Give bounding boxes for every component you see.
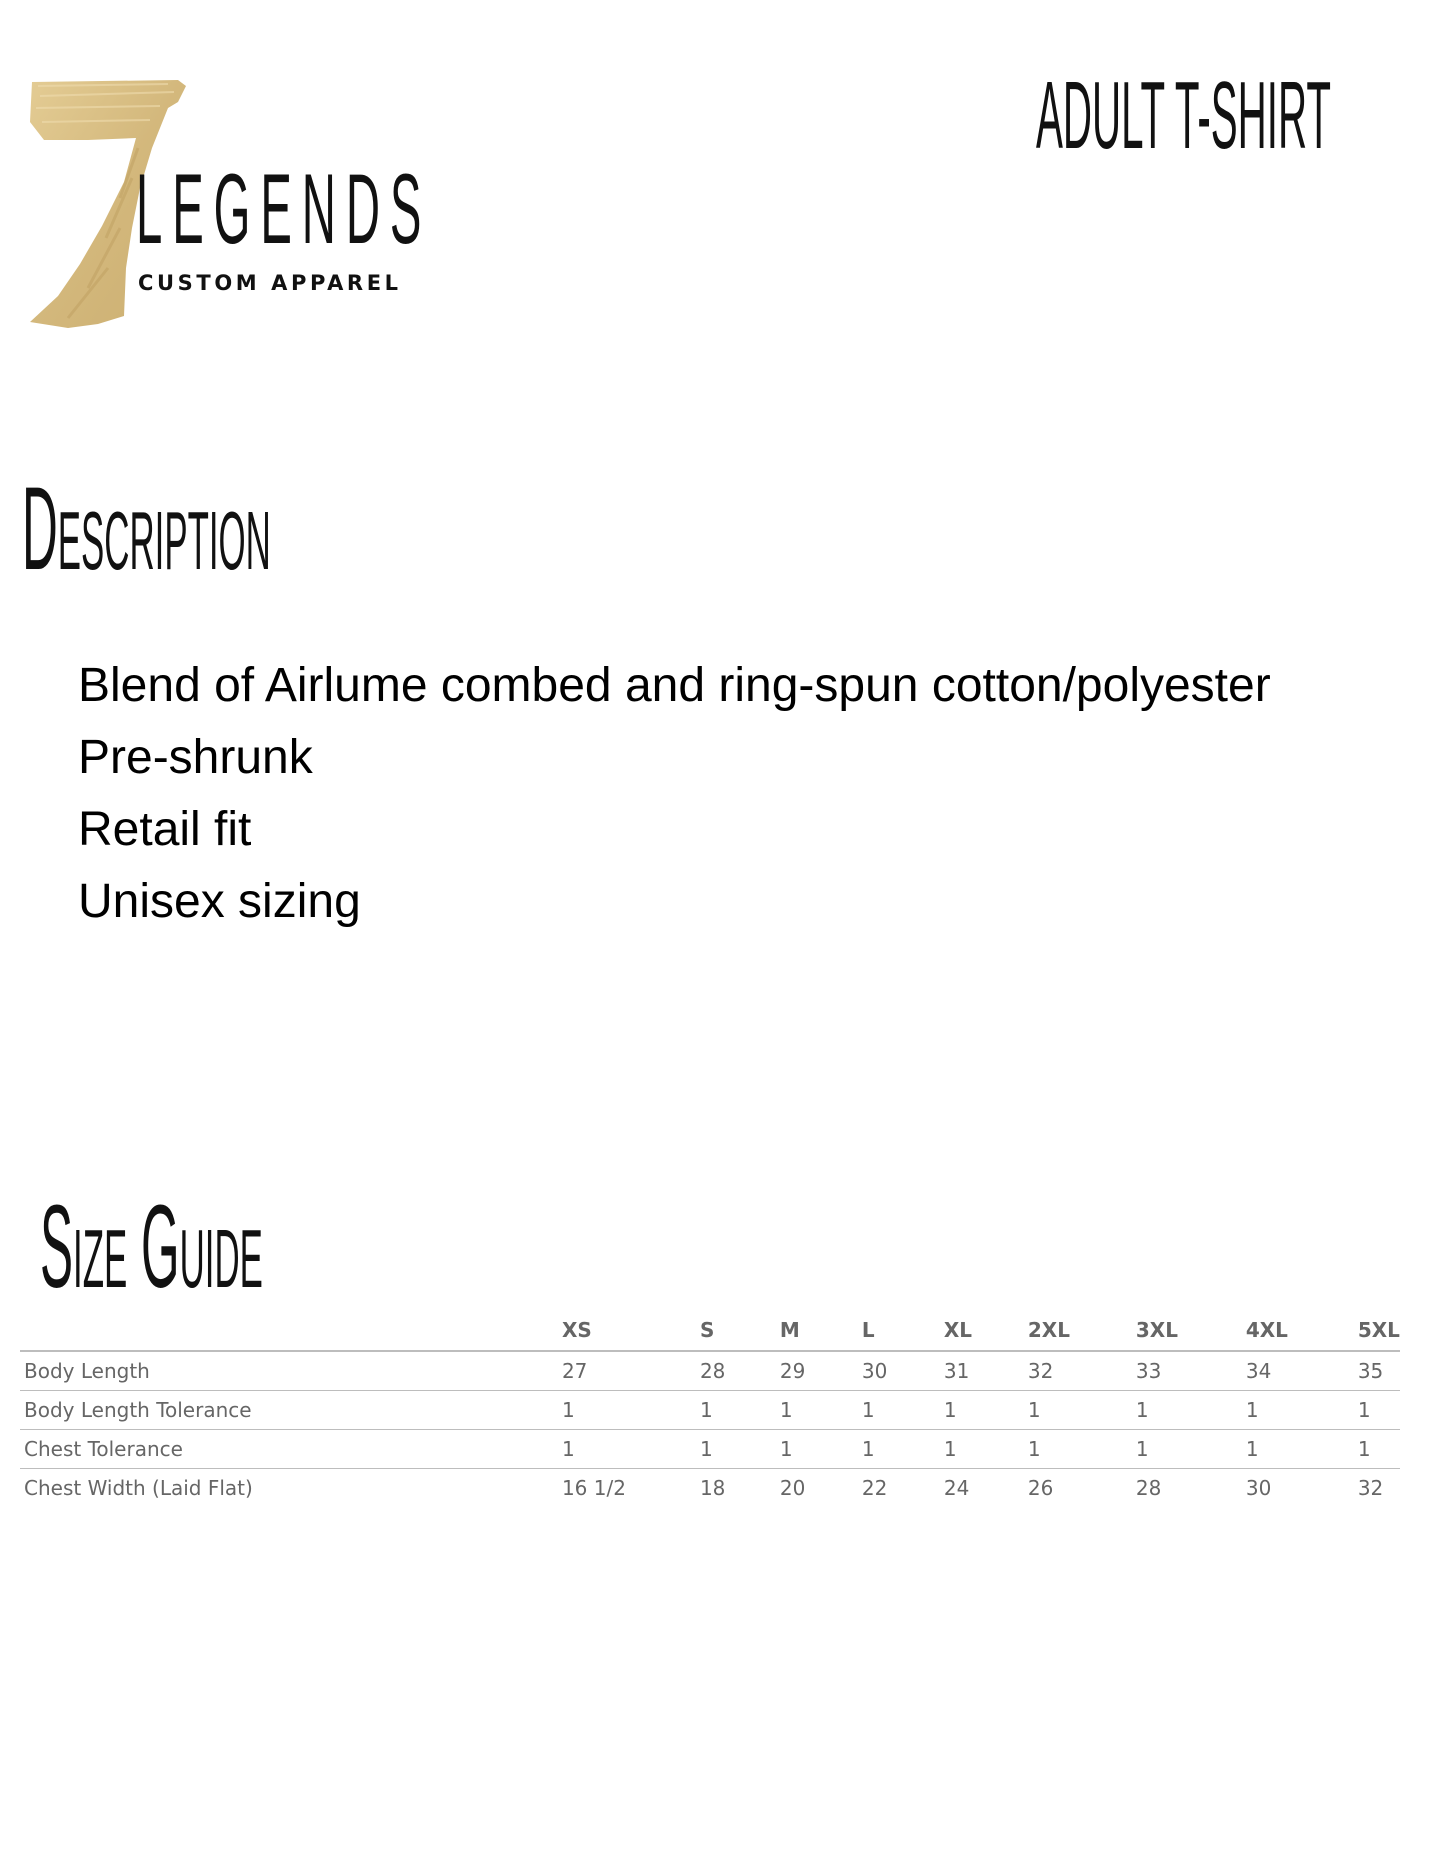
table-cell: 24	[940, 1469, 1024, 1508]
table-row	[20, 1469, 1400, 1508]
description-item: Blend of Airlume combed and ring-spun cotton/polyester	[78, 659, 1271, 712]
table-cell: 1	[1354, 1391, 1400, 1430]
table-cell: 29	[776, 1351, 858, 1391]
table-cell: 34	[1242, 1351, 1354, 1391]
table-cell: 1	[558, 1391, 696, 1430]
table-cell: 31	[940, 1351, 1024, 1391]
table-cell: 1	[1132, 1430, 1242, 1469]
table-cell: 1	[1242, 1391, 1354, 1430]
size-guide-heading: Size Guide	[40, 1181, 263, 1313]
row-label: Chest Width (Laid Flat)	[20, 1469, 558, 1508]
table-cell: 30	[858, 1351, 940, 1391]
description-list	[78, 650, 1271, 938]
logo-subtitle: CUSTOM APPAREL	[138, 271, 402, 295]
size-header-cell: S	[699, 1318, 715, 1342]
table-cell: 30	[1242, 1469, 1354, 1508]
table-cell: 28	[1132, 1469, 1242, 1508]
table-cell: 32	[1354, 1469, 1400, 1508]
size-header-cell: XS	[561, 1318, 592, 1342]
description-item: Pre-shrunk	[78, 731, 313, 784]
table-cell: 26	[1024, 1469, 1132, 1508]
description-item: Unisex sizing	[78, 875, 361, 928]
table-cell: 16 1/2	[558, 1469, 696, 1508]
size-header-cell: 5XL	[1357, 1318, 1400, 1342]
table-cell: 1	[858, 1430, 940, 1469]
size-header-cell: 3XL	[1135, 1318, 1178, 1342]
table-cell: 35	[1354, 1351, 1400, 1391]
row-label: Chest Tolerance	[20, 1430, 558, 1469]
row-label: Body Length	[20, 1351, 558, 1391]
logo-wordmark: LEGENDS	[136, 154, 432, 265]
table-cell: 1	[1354, 1430, 1400, 1469]
description-item: Retail fit	[78, 803, 252, 856]
table-cell: 32	[1024, 1351, 1132, 1391]
size-header-cell: XL	[943, 1318, 973, 1342]
table-cell: 28	[696, 1351, 776, 1391]
table-cell: 1	[858, 1391, 940, 1430]
table-cell: 1	[1132, 1391, 1242, 1430]
table-cell: 1	[776, 1391, 858, 1430]
table-cell: 1	[776, 1430, 858, 1469]
table-cell: 1	[696, 1391, 776, 1430]
table-row	[20, 1430, 1400, 1469]
description-heading: Description	[22, 463, 271, 595]
table-cell: 22	[858, 1469, 940, 1508]
table-cell: 33	[1132, 1351, 1242, 1391]
size-header-cell: 2XL	[1027, 1318, 1070, 1342]
table-cell: 1	[1024, 1430, 1132, 1469]
table-cell: 1	[940, 1430, 1024, 1469]
table-cell: 18	[696, 1469, 776, 1508]
size-header-row	[20, 1316, 1400, 1351]
table-cell: 27	[558, 1351, 696, 1391]
table-cell: 1	[1242, 1430, 1354, 1469]
size-header-cell: M	[779, 1318, 800, 1342]
size-header-cell	[20, 1316, 558, 1351]
row-label: Body Length Tolerance	[20, 1391, 558, 1430]
table-cell: 1	[1024, 1391, 1132, 1430]
page-title: ADULT T-SHIRT	[1036, 62, 1331, 169]
size-guide-table	[20, 1316, 1400, 1507]
table-cell: 1	[558, 1430, 696, 1469]
table-cell: 1	[940, 1391, 1024, 1430]
table-row	[20, 1351, 1400, 1391]
table-cell: 20	[776, 1469, 858, 1508]
size-header-cell: 4XL	[1245, 1318, 1288, 1342]
table-cell: 1	[696, 1430, 776, 1469]
size-header-cell: L	[861, 1318, 875, 1342]
brand-logo	[28, 78, 432, 328]
table-row	[20, 1391, 1400, 1430]
